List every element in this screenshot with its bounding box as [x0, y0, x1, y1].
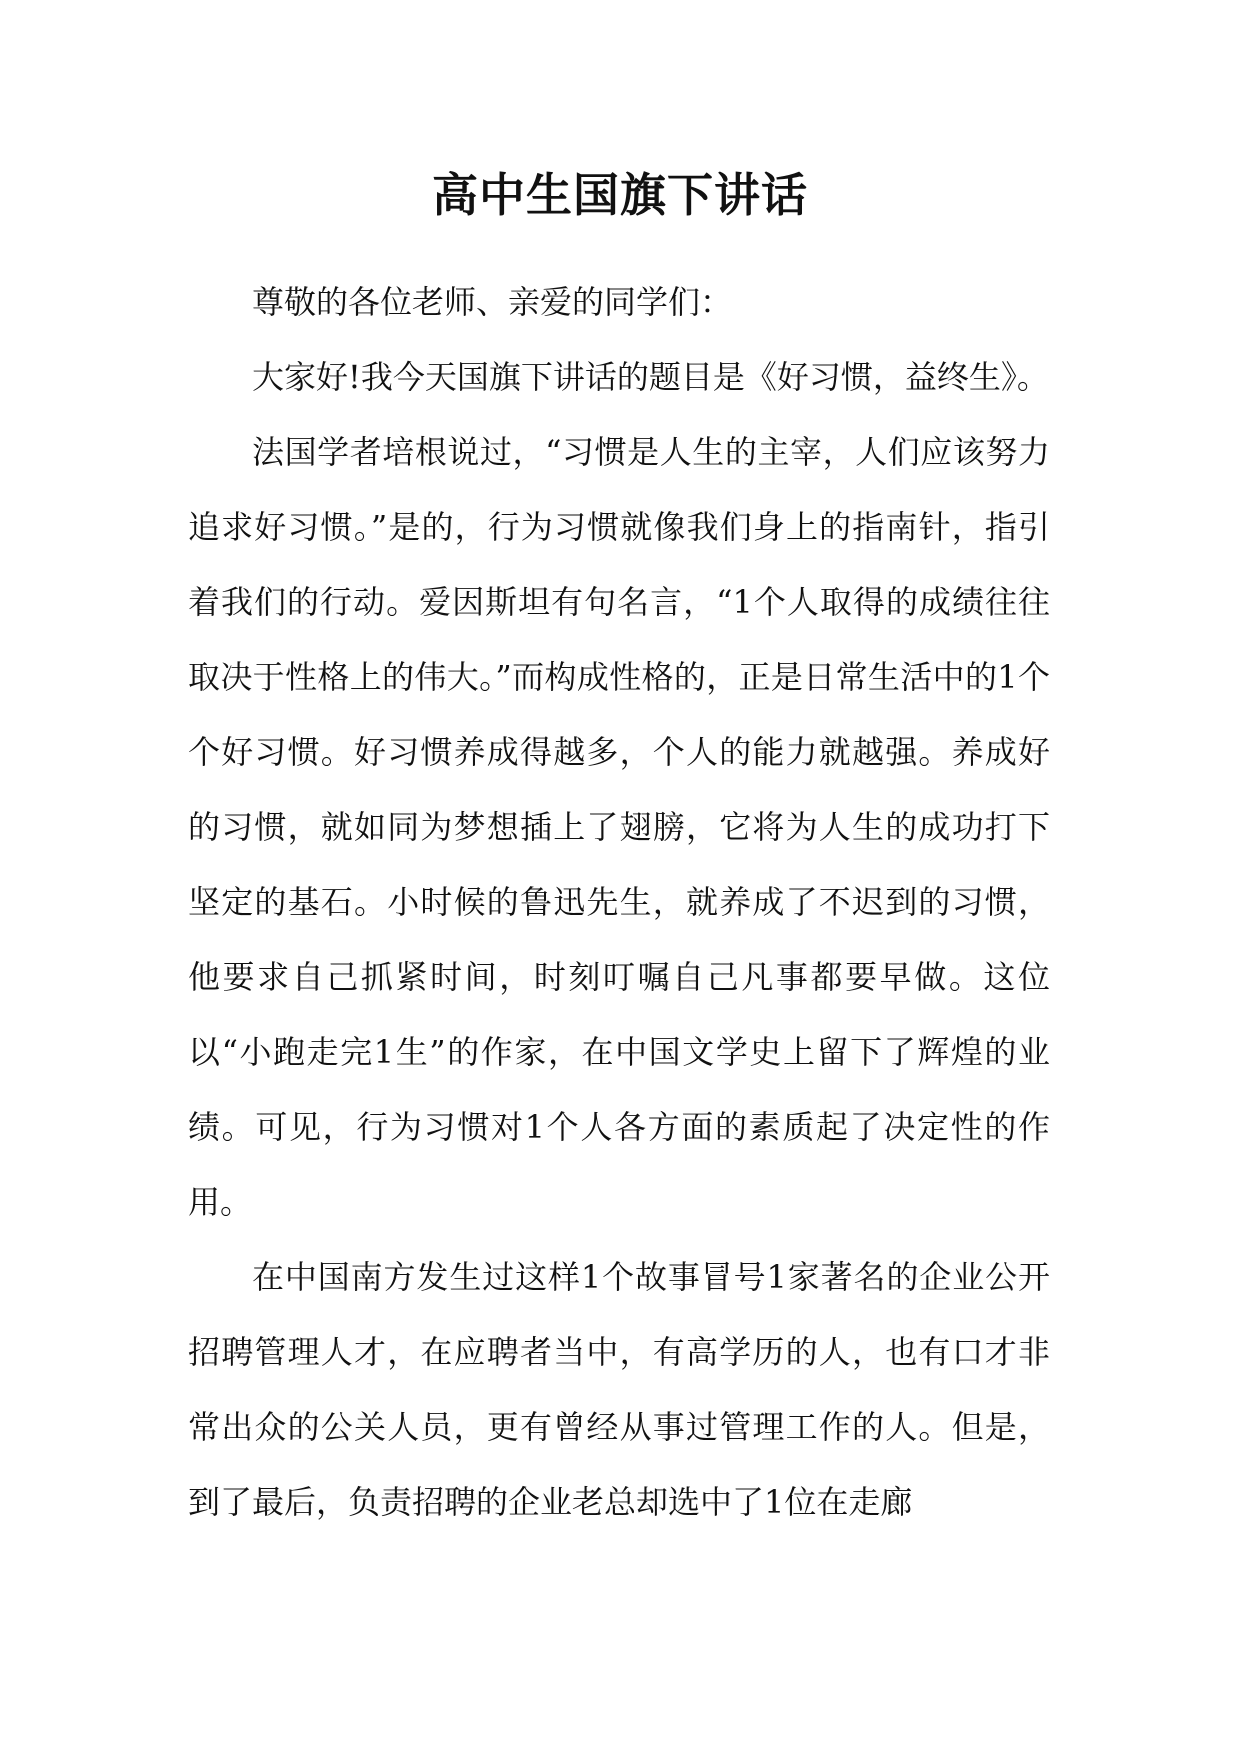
- salutation: 尊敬的各位老师、亲爱的同学们：: [252, 283, 733, 321]
- paragraph-greeting: 大家好!我今天国旗下讲话的题目是《好习惯，益终生》。: [252, 358, 1049, 396]
- document-title: 高中生国旗下讲话: [432, 168, 808, 222]
- paragraph-habits: 法国学者培根说过，“习惯是人生的主宰，人们应该努力追求好习惯。”是的，行为习惯就像我们身上的指南针，指引着我们的行动。爱因斯坦有句名言，“1个人取得的成绩往往取决于性格上的伟大。”而构成性格的，正是日常生活中的1个个好习惯。好习惯养成得越多，个人的能力就越强。养成好的习惯，就如同为梦想插上了翅膀，它将为人生的成功打下坚定的基石。小时候的鲁迅先生，就养成了不迟到的习惯，他要求自己抓紧时间，时刻叮嘱自己凡事都要早做。这位以“小跑走完1生”的作家，在中国文学史上留下了辉煌的业绩。可见，行为习惯对1个人各方面的素质起了决定性的作用。: [188, 433, 1050, 1221]
- document-body: [188, 265, 1050, 1540]
- paragraph-story: 在中国南方发生过这样1个故事冒号1家著名的企业公开招聘管理人才，在应聘者当中，有高学历的人，也有口才非常出众的公关人员，更有曾经从事过管理工作的人。但是，到了最后，负责招聘的企业老总却选中了1位在走廊: [188, 1258, 1050, 1521]
